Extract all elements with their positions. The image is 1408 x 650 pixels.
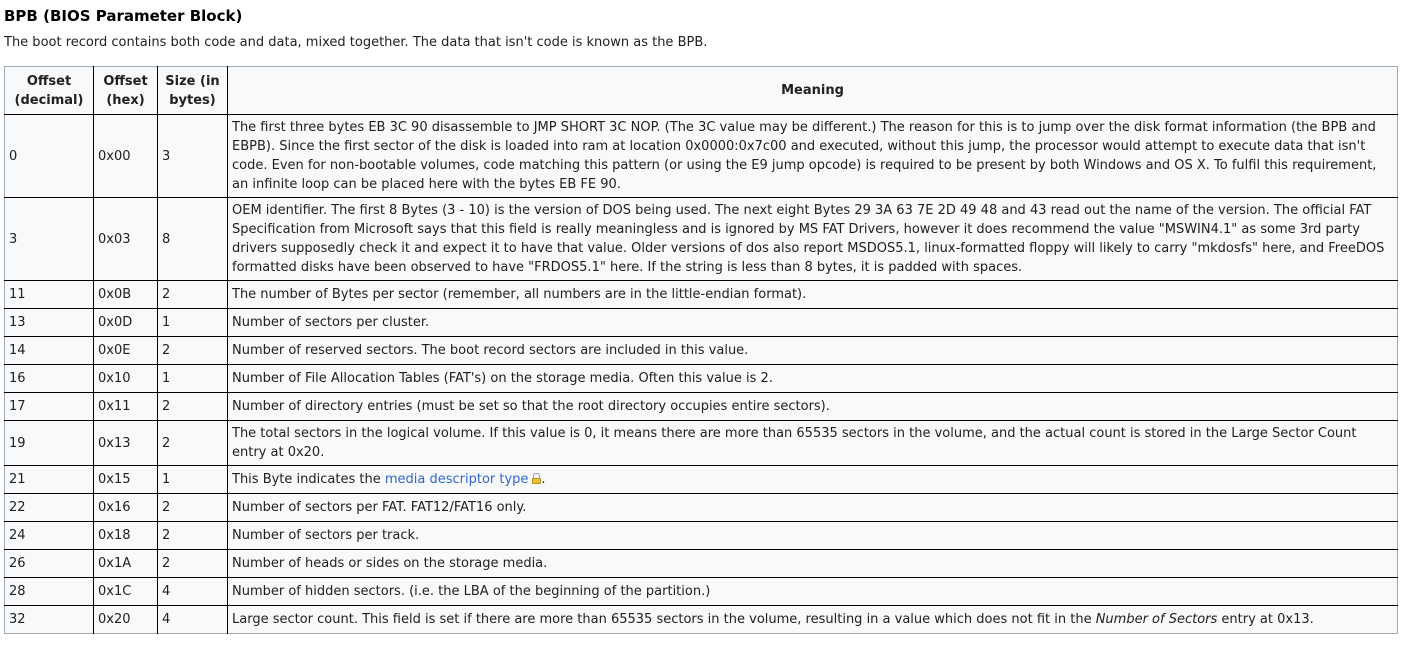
cell-meaning: OEM identifier. The first 8 Bytes (3 - 10) is the version of DOS being used. The next eight Bytes 29 3A 63 7E 2D 49 48 and 43 read out the name of the version. The official FAT Specification from Microsoft says that this field is really meaningless and is ignored by MS FAT Drivers, however it does recommend the value "MSWIN4.1" as some 3rd party drivers supposedly check it and expect it to have that value. Older versions of dos also report MSDOS5.1, linux-formatted floppy will likely to carry "mkdosfs" here, and FreeDOS formatted disks have been observed to have "FRDOS5.1" here. If the string is less than 8 bytes, it is padded with spaces. xyxy=(228,198,1398,281)
table-row xyxy=(5,494,1398,522)
table-row xyxy=(5,198,1398,281)
link-label[interactable]: media descriptor type xyxy=(384,472,529,487)
cell-offset-hex: 0x10 xyxy=(94,365,158,393)
cell-offset-decimal: 26 xyxy=(5,550,94,578)
cell-meaning xyxy=(228,606,1398,634)
meaning-text: Large sector count. This field is set if there are more than 65535 sectors in the volume, resulting in a value which does not fit in the xyxy=(232,612,1096,627)
header-offset-hex: Offset (hex) xyxy=(94,67,158,115)
cell-offset-hex: 0x20 xyxy=(94,606,158,634)
table-row xyxy=(5,115,1398,198)
cell-meaning: Number of reserved sectors. The boot record sectors are included in this value. xyxy=(228,337,1398,365)
meaning-text: This Byte indicates the xyxy=(232,472,385,487)
cell-meaning: Number of heads or sides on the storage media. xyxy=(228,550,1398,578)
bpb-table xyxy=(4,66,1398,634)
table-row xyxy=(5,578,1398,606)
cell-size: 2 xyxy=(158,550,228,578)
table-row xyxy=(5,466,1398,494)
cell-size: 2 xyxy=(158,337,228,365)
cell-meaning: Number of hidden sectors. (i.e. the LBA of the beginning of the partition.) xyxy=(228,578,1398,606)
table-row xyxy=(5,309,1398,337)
cell-meaning: Number of sectors per track. xyxy=(228,522,1398,550)
cell-offset-decimal: 3 xyxy=(5,198,94,281)
table-row xyxy=(5,522,1398,550)
cell-size: 2 xyxy=(158,494,228,522)
cell-offset-decimal: 28 xyxy=(5,578,94,606)
cell-offset-decimal: 17 xyxy=(5,393,94,421)
intro-paragraph: The boot record contains both code and data, mixed together. The data that isn't code is known as the BPB. xyxy=(4,35,708,50)
cell-offset-hex: 0x1C xyxy=(94,578,158,606)
cell-size: 2 xyxy=(158,522,228,550)
table-row xyxy=(5,393,1398,421)
cell-size: 2 xyxy=(158,421,228,466)
cell-offset-hex: 0x0B xyxy=(94,281,158,309)
cell-offset-hex: 0x13 xyxy=(94,421,158,466)
cell-offset-hex: 0x0E xyxy=(94,337,158,365)
cell-offset-decimal: 32 xyxy=(5,606,94,634)
cell-size: 2 xyxy=(158,393,228,421)
table-row xyxy=(5,606,1398,634)
table-row xyxy=(5,550,1398,578)
cell-offset-hex: 0x16 xyxy=(94,494,158,522)
cell-offset-decimal: 11 xyxy=(5,281,94,309)
cell-size: 4 xyxy=(158,578,228,606)
cell-offset-decimal: 22 xyxy=(5,494,94,522)
cell-meaning: The first three bytes EB 3C 90 disassemble to JMP SHORT 3C NOP. (The 3C value may be different.) The reason for this is to jump over the disk format information (the BPB and EBPB). Since the first sector of the disk is loaded into ram at location 0x0000:0x7c00 and executed, without this jump, the processor would attempt to execute data that isn't code. Even for non-bootable volumes, code matching this pattern (or using the E9 jump opcode) is required to be present by both Windows and OS X. To fulfil this requirement, an infinite loop can be placed here with the bytes EB FE 90. xyxy=(228,115,1398,198)
table-row xyxy=(5,281,1398,309)
lock-icon xyxy=(532,473,541,484)
meaning-text-suffix: . xyxy=(541,472,546,487)
header-offset-decimal: Offset (decimal) xyxy=(14,73,84,108)
section-title: BPB (BIOS Parameter Block) xyxy=(4,7,243,25)
table-header-row xyxy=(5,67,1398,115)
cell-size: 1 xyxy=(158,466,228,494)
cell-offset-hex: 0x00 xyxy=(94,115,158,198)
cell-meaning: Number of sectors per cluster. xyxy=(228,309,1398,337)
cell-size: 2 xyxy=(158,281,228,309)
cell-size: 3 xyxy=(158,115,228,198)
cell-meaning xyxy=(228,466,1398,494)
cell-offset-hex: 0x15 xyxy=(94,466,158,494)
cell-meaning: Number of directory entries (must be set so that the root directory occupies entire sectors). xyxy=(228,393,1398,421)
cell-size: 1 xyxy=(158,309,228,337)
cell-offset-hex: 0x18 xyxy=(94,522,158,550)
cell-meaning: Number of sectors per FAT. FAT12/FAT16 only. xyxy=(228,494,1398,522)
cell-offset-decimal: 16 xyxy=(5,365,94,393)
cell-size: 4 xyxy=(158,606,228,634)
header-meaning: Meaning xyxy=(228,67,1398,115)
meaning-text-suffix: entry at 0x13. xyxy=(1217,612,1314,627)
table-row xyxy=(5,365,1398,393)
cell-offset-hex: 0x11 xyxy=(94,393,158,421)
cell-size: 1 xyxy=(158,365,228,393)
cell-size: 8 xyxy=(158,198,228,281)
cell-meaning: Number of File Allocation Tables (FAT's) on the storage media. Often this value is 2. xyxy=(228,365,1398,393)
cell-offset-decimal: 24 xyxy=(5,522,94,550)
cell-offset-decimal: 19 xyxy=(5,421,94,466)
cell-offset-decimal: 21 xyxy=(5,466,94,494)
cell-offset-hex: 0x0D xyxy=(94,309,158,337)
cell-offset-hex: 0x03 xyxy=(94,198,158,281)
meaning-italic-term: Number of Sectors xyxy=(1095,612,1218,627)
cell-meaning: The number of Bytes per sector (remember, all numbers are in the little-endian format). xyxy=(228,281,1398,309)
table-row xyxy=(5,421,1398,466)
media-descriptor-type-link[interactable] xyxy=(385,472,542,487)
cell-offset-hex: 0x1A xyxy=(94,550,158,578)
cell-offset-decimal: 14 xyxy=(5,337,94,365)
header-size: Size (in bytes) xyxy=(158,67,228,115)
table-row xyxy=(5,337,1398,365)
cell-offset-decimal: 13 xyxy=(5,309,94,337)
cell-meaning: The total sectors in the logical volume. If this value is 0, it means there are more than 65535 sectors in the volume, and the actual count is stored in the Large Sector Count entry at 0x20. xyxy=(228,421,1398,466)
cell-offset-decimal: 0 xyxy=(5,115,94,198)
